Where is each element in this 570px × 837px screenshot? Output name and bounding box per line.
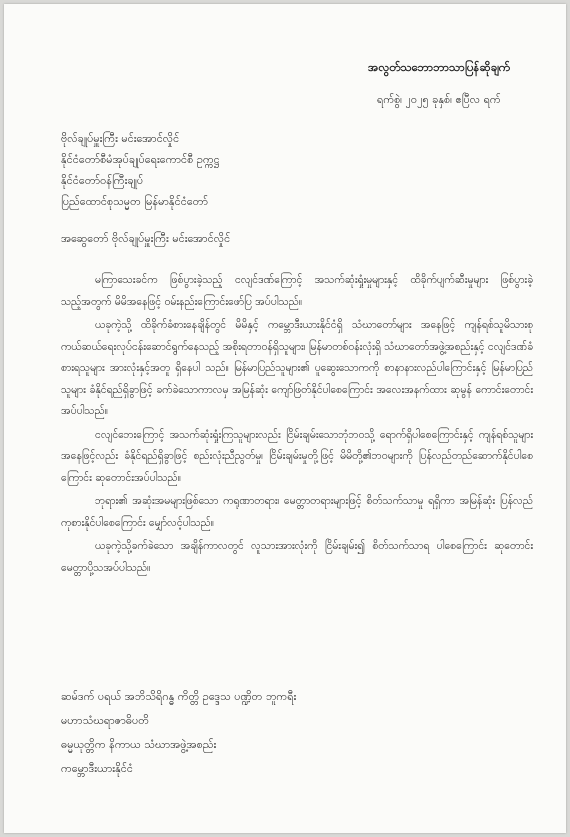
paragraph-closing: ယခုကဲ့သို့ခက်ခဲသော အချိန်ကာလတွင် လူသားအားလုံးကို ငြိမ်းချမ်း၍ စိတ်သက်သာရ ပါစေကြောင်း ဆုတောင်းမေတ္တာပို့သအပ်ပါသည်။ xyxy=(61,540,533,574)
recipient-title-chairman: နိုင်ငံတော်စီမံအုပ်ချုပ်ရေးကောင်စီ ဥက္ကဋ္ဌ xyxy=(61,153,220,166)
letter-page xyxy=(4,4,566,833)
paragraph-teachings: ဘုရား၏ အဆုံးအမများဖြစ်သော ကရုဏာတရား၊ မေတ္တာတရားများဖြင့် စိတ်သက်သာမှု ရရှိကာ အမြန်ဆုံး ပြန်လည်ကုစားနိုင်ပါစေကြောင်း မျှော်လင့်ပါသည်။ xyxy=(61,495,533,529)
recipient-block xyxy=(61,128,541,212)
letter-date: ရက်စွဲ၊ ၂၀၂၅ ခုနှစ်၊ ဧပြီလ ရက် xyxy=(377,93,501,106)
paragraph-condolence: မကြာသေးခင်က ဖြစ်ပွားခဲ့သည့် ငလျင်ဒဏ်ကြောင့် အသက်ဆုံးရှုံးမှုများနှင့် ထိခိုက်ပျက်ဆီးမှုများ ဖြစ်ပွားခဲ့သည့်အတွက် မိမိအနေဖြင့် ဝမ်းနည်းကြောင်းဖော်ပြ အပ်ပါသည်။ xyxy=(61,274,533,308)
signatory-name: ဆမ်ဒက် ပရယ် အဘိသိရိဂန္ဓ ကိတ္တိ ဥဒ္ဒေသ ပဏ္ဍိတ ဘူကရီး xyxy=(61,690,297,703)
signatory-country: ကမ္ဘောဒီးယားနိုင်ငံ xyxy=(61,762,133,775)
paragraph-solidarity: ယခုကဲ့သို့ ထိခိုက်ခံစားနေချိန်တွင် မိမိနှင့် ကမ္ဘောဒီးယားနိုင်ငံရှိ သံဃာတော်များ အနေဖြင့် ကျန်ရစ်သူမိသားစု ကယ်ဆယ်ရေးလုပ်ငန်းဆောင်ရွက်နေသည့် အစိုးရတာဝန်ရှိသူများ၊ မြန်မာတစ်ဝန်းလုံးရှိ သံဃာတော်အဖွဲ့အစည်းနှင့် ငလျင်ဒဏ်ခံစားရသူများ အားလုံးနှင့်အတူ ရှိနေပါ သည်။ မြန်မာပြည်သူများ၏ ပူဆွေးသောကကို စာနာနားလည်ပါကြောင်းနှင့် မြန်မာပြည်သူများ ခံနိုင်ရည်ရှိခွာဖြင့် ခက်ခဲသောကာလမှ အမြန်ဆုံး ကျော်ဖြတ်နိုင်ပါစေကြောင်း အလေးအနက်ထား ဆုမွန် ကောင်းတောင်းအပ်ပါသည်။ xyxy=(61,319,533,417)
signatory-order: ဓမ္မယုတ္တိက နိကာယ သံဃာအဖွဲ့အစည်း xyxy=(61,738,217,751)
document-title: အလွတ်သဘောဘာသာပြန်ဆိုချက် xyxy=(368,60,510,74)
recipient-title-pm: နိုင်ငံတော်ဝန်ကြီးချုပ် xyxy=(61,174,144,187)
signatory-title: မဟာသံဃရာဇာဓိပတိ xyxy=(61,714,150,727)
salutation: အဆွေတော် ဗိုလ်ချုပ်မှူးကြီး မင်းအောင်လှိုင် xyxy=(61,232,231,245)
signature-block xyxy=(61,685,541,781)
paragraph-prayer-victims: ငလျင်ဘေးကြောင့် အသက်ဆုံးရှုံးကြသူများလည်း ငြိမ်းချမ်းသောဘုံဘဝသို့ ရောက်ရှိပါစေကြောင်းနှင့် ကျန်ရစ်သူများအနေဖြင့်လည်း ခံနိုင်ရည်ရှိခွာဖြင့် စည်းလုံးညီညွတ်မှု၊ ငြိမ်းချမ်းမှုတို့ဖြင့် မိမိတို့၏ဘဝများကို ပြန်လည်တည်ဆောက်နိုင်ပါစေကြောင်း ဆုတောင်းအပ်ပါသည်။ xyxy=(61,428,533,484)
recipient-country: ပြည်ထောင်စုသမ္မတ မြန်မာနိုင်ငံတော် xyxy=(61,195,209,208)
letter-body xyxy=(61,270,533,581)
recipient-name: ဗိုလ်ချုပ်မှူးကြီး မင်းအောင်လှိုင် xyxy=(61,132,180,145)
